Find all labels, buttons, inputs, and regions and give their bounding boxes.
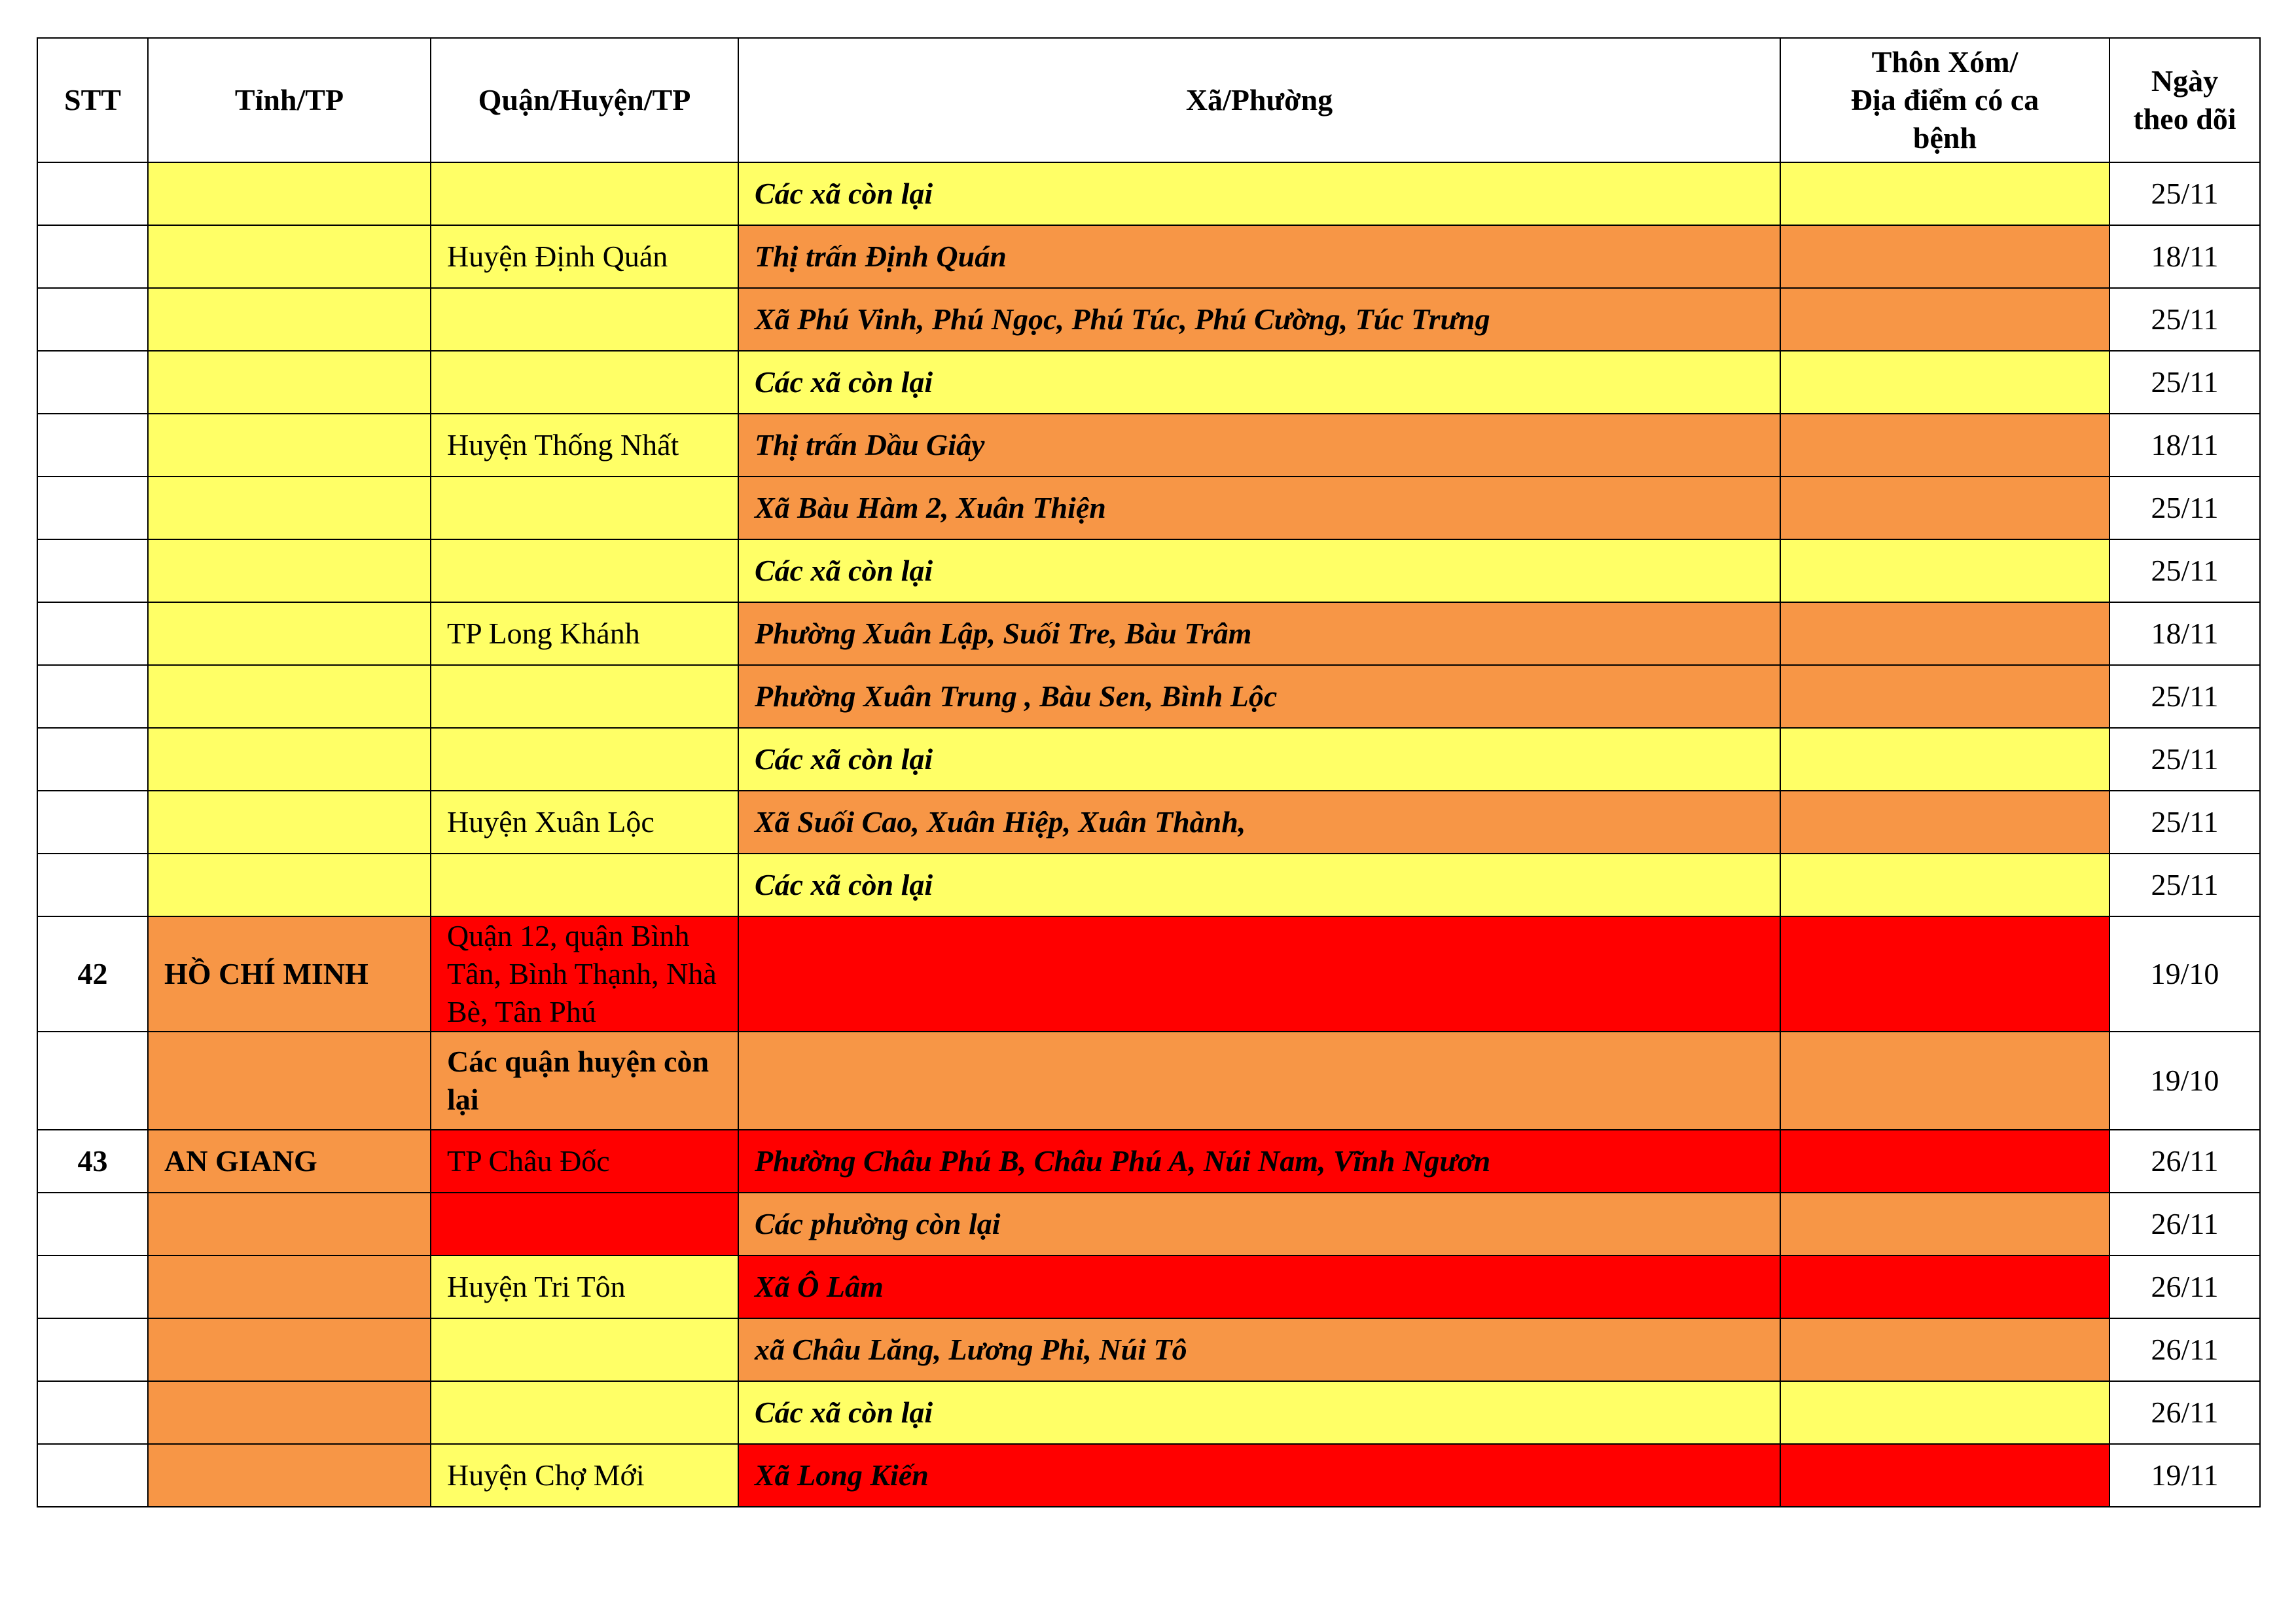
table-row	[37, 1255, 2260, 1318]
table-row	[37, 162, 2260, 225]
cell-province	[148, 602, 431, 665]
cell-hamlet	[1780, 1318, 2109, 1381]
cell-stt	[37, 288, 148, 351]
table-row	[37, 351, 2260, 414]
cell-province	[148, 414, 431, 477]
cell-district	[431, 288, 738, 351]
cell-stt	[37, 1255, 148, 1318]
cell-stt	[37, 1193, 148, 1255]
cell-stt	[37, 477, 148, 539]
header-hamlet	[1780, 38, 2109, 162]
cell-stt	[37, 1032, 148, 1130]
cell-province	[148, 1444, 431, 1507]
cell-date: 25/11	[2109, 162, 2260, 225]
cell-hamlet	[1780, 1255, 2109, 1318]
cell-hamlet	[1780, 1130, 2109, 1193]
cell-district: Huyện Xuân Lộc	[431, 791, 738, 854]
cell-district	[431, 477, 738, 539]
cell-date: 25/11	[2109, 665, 2260, 728]
header-hamlet-line3: bệnh	[1912, 121, 1977, 154]
cell-hamlet	[1780, 288, 2109, 351]
cell-stt: 42	[37, 916, 148, 1032]
cell-district	[431, 351, 738, 414]
cell-hamlet	[1780, 791, 2109, 854]
cell-date: 18/11	[2109, 225, 2260, 288]
cell-stt	[37, 1381, 148, 1444]
cell-hamlet	[1780, 602, 2109, 665]
cell-ward: Phường Xuân Trung , Bàu Sen, Bình Lộc	[738, 665, 1780, 728]
cell-province	[148, 791, 431, 854]
cell-date: 25/11	[2109, 539, 2260, 602]
cell-date: 25/11	[2109, 791, 2260, 854]
cell-ward: xã Châu Lăng, Lương Phi, Núi Tô	[738, 1318, 1780, 1381]
table-row	[37, 1381, 2260, 1444]
cell-date: 19/11	[2109, 1444, 2260, 1507]
cell-province: HỒ CHÍ MINH	[148, 916, 431, 1032]
cell-district: Huyện Chợ Mới	[431, 1444, 738, 1507]
cell-stt	[37, 854, 148, 916]
cell-stt	[37, 162, 148, 225]
cell-date: 25/11	[2109, 351, 2260, 414]
cell-province	[148, 854, 431, 916]
cell-date: 25/11	[2109, 288, 2260, 351]
cell-ward: Xã Bàu Hàm 2, Xuân Thiện	[738, 477, 1780, 539]
cell-district: Huyện Định Quán	[431, 225, 738, 288]
table-row	[37, 1032, 2260, 1130]
table-row	[37, 1318, 2260, 1381]
cell-ward: Các xã còn lại	[738, 162, 1780, 225]
cell-stt	[37, 791, 148, 854]
cell-ward: Thị trấn Dầu Giây	[738, 414, 1780, 477]
cell-district: Quận 12, quận Bình Tân, Bình Thạnh, Nhà Bè, Tân Phú	[431, 916, 738, 1032]
cell-date: 25/11	[2109, 854, 2260, 916]
cell-date: 18/11	[2109, 602, 2260, 665]
cell-district: Huyện Tri Tôn	[431, 1255, 738, 1318]
cell-district: TP Long Khánh	[431, 602, 738, 665]
cell-date: 18/11	[2109, 414, 2260, 477]
cell-ward: Các xã còn lại	[738, 539, 1780, 602]
table-row	[37, 728, 2260, 791]
cell-stt	[37, 1318, 148, 1381]
cell-ward: Xã Phú Vinh, Phú Ngọc, Phú Túc, Phú Cường, Túc Trưng	[738, 288, 1780, 351]
cell-district: TP Châu Đốc	[431, 1130, 738, 1193]
table-row	[37, 1193, 2260, 1255]
cell-date: 25/11	[2109, 477, 2260, 539]
cell-ward: Xã Ô Lâm	[738, 1255, 1780, 1318]
table-row	[37, 414, 2260, 477]
cell-date: 25/11	[2109, 728, 2260, 791]
cell-ward: Các xã còn lại	[738, 1381, 1780, 1444]
table-row	[37, 1130, 2260, 1193]
cell-stt	[37, 351, 148, 414]
cell-stt	[37, 728, 148, 791]
cell-hamlet	[1780, 539, 2109, 602]
cell-date: 19/10	[2109, 916, 2260, 1032]
cell-district	[431, 539, 738, 602]
header-date	[2109, 38, 2260, 162]
cell-date: 26/11	[2109, 1130, 2260, 1193]
cell-district	[431, 665, 738, 728]
cell-ward: Xã Long Kiến	[738, 1444, 1780, 1507]
cell-province	[148, 665, 431, 728]
cell-province	[148, 1193, 431, 1255]
cell-ward: Thị trấn Định Quán	[738, 225, 1780, 288]
cell-province	[148, 1255, 431, 1318]
cell-district: Huyện Thống Nhất	[431, 414, 738, 477]
cell-stt	[37, 1444, 148, 1507]
cell-province	[148, 1032, 431, 1130]
cell-ward: Các xã còn lại	[738, 351, 1780, 414]
cell-ward: Các phường còn lại	[738, 1193, 1780, 1255]
cell-hamlet	[1780, 665, 2109, 728]
cell-hamlet	[1780, 1444, 2109, 1507]
cell-province	[148, 477, 431, 539]
cell-ward: Các xã còn lại	[738, 854, 1780, 916]
cell-ward: Phường Xuân Lập, Suối Tre, Bàu Trâm	[738, 602, 1780, 665]
cell-hamlet	[1780, 916, 2109, 1032]
cell-hamlet	[1780, 351, 2109, 414]
cell-ward	[738, 1032, 1780, 1130]
header-row	[37, 38, 2260, 162]
cell-hamlet	[1780, 414, 2109, 477]
cell-date: 19/10	[2109, 1032, 2260, 1130]
table-row	[37, 791, 2260, 854]
cell-stt	[37, 602, 148, 665]
cell-ward	[738, 916, 1780, 1032]
table-row	[37, 854, 2260, 916]
cell-ward: Các xã còn lại	[738, 728, 1780, 791]
cell-stt: 43	[37, 1130, 148, 1193]
table-row	[37, 665, 2260, 728]
cell-district	[431, 854, 738, 916]
cell-ward: Phường Châu Phú B, Châu Phú A, Núi Nam, Vĩnh Ngươn	[738, 1130, 1780, 1193]
cell-stt	[37, 414, 148, 477]
cell-hamlet	[1780, 1032, 2109, 1130]
cell-stt	[37, 225, 148, 288]
header-date-line1: Ngày	[2151, 64, 2219, 98]
header-hamlet-line2: Địa điểm có ca	[1850, 83, 2039, 117]
cell-province	[148, 351, 431, 414]
table-row	[37, 916, 2260, 1032]
cell-province	[148, 225, 431, 288]
cell-date: 26/11	[2109, 1255, 2260, 1318]
cell-district	[431, 728, 738, 791]
cell-hamlet	[1780, 728, 2109, 791]
cell-hamlet	[1780, 1193, 2109, 1255]
cell-district	[431, 1318, 738, 1381]
table-row	[37, 1444, 2260, 1507]
cell-district	[431, 162, 738, 225]
cell-province	[148, 1381, 431, 1444]
header-province: Tỉnh/TP	[148, 38, 431, 162]
cell-date: 26/11	[2109, 1318, 2260, 1381]
header-stt: STT	[37, 38, 148, 162]
cell-stt	[37, 665, 148, 728]
cell-province	[148, 728, 431, 791]
table-row	[37, 225, 2260, 288]
header-date-line2: theo dõi	[2133, 102, 2236, 135]
cell-hamlet	[1780, 477, 2109, 539]
cell-hamlet	[1780, 1381, 2109, 1444]
cell-district	[431, 1381, 738, 1444]
header-district: Quận/Huyện/TP	[431, 38, 738, 162]
table-row	[37, 288, 2260, 351]
cell-province: AN GIANG	[148, 1130, 431, 1193]
cell-province	[148, 288, 431, 351]
cell-province	[148, 539, 431, 602]
cell-province	[148, 1318, 431, 1381]
table-row	[37, 539, 2260, 602]
cell-stt	[37, 539, 148, 602]
cell-hamlet	[1780, 225, 2109, 288]
cell-date: 26/11	[2109, 1193, 2260, 1255]
header-hamlet-line1: Thôn Xóm/	[1871, 45, 2018, 79]
table-body	[37, 162, 2260, 1507]
table-row	[37, 477, 2260, 539]
cell-province	[148, 162, 431, 225]
cell-district: Các quận huyện còn lại	[431, 1032, 738, 1130]
cell-hamlet	[1780, 162, 2109, 225]
cell-ward: Xã Suối Cao, Xuân Hiệp, Xuân Thành,	[738, 791, 1780, 854]
cell-date: 26/11	[2109, 1381, 2260, 1444]
header-ward: Xã/Phường	[738, 38, 1780, 162]
cell-district	[431, 1193, 738, 1255]
table-row	[37, 602, 2260, 665]
cell-hamlet	[1780, 854, 2109, 916]
risk-level-table	[37, 37, 2261, 1507]
